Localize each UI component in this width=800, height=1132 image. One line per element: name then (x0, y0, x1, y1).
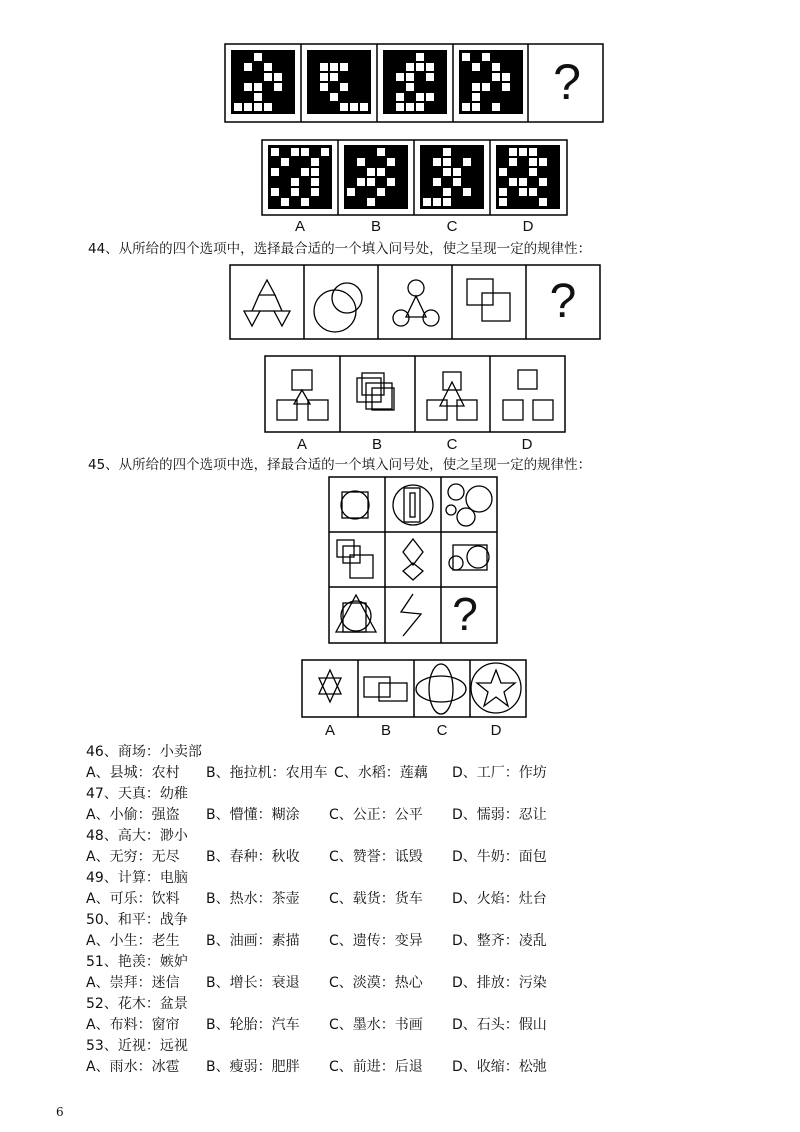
question-53-option-c[interactable]: C、前进：后退 (329, 1059, 423, 1075)
q44-option-label-a: A (296, 436, 307, 453)
question-52-option-d[interactable]: D、石头：假山 (452, 1017, 547, 1033)
question-50-option-a[interactable]: A、小生：老生 (86, 933, 180, 949)
q45-cell-2-2 (403, 539, 423, 580)
q43-option-label-a: A (294, 218, 305, 235)
question-53-options (86, 1057, 646, 1077)
page-number: 6 (56, 1105, 64, 1119)
q45-cell-2-1 (337, 540, 373, 578)
question-48-option-b[interactable]: B、春种：秋收 (206, 849, 300, 865)
q45-cell-1-3 (446, 484, 492, 526)
question-50-option-d[interactable]: D、整齐：凌乱 (452, 933, 547, 949)
q45-cell-3-1 (336, 595, 376, 632)
question-48-option-a[interactable]: A、无穷：无尽 (86, 849, 180, 865)
q45-option-label-c: C (436, 722, 448, 739)
q43-option-label-b: B (370, 218, 381, 235)
q45-cell-1-1 (341, 491, 369, 519)
q45-option-c-figure (416, 664, 466, 714)
q45-option-label-a: A (324, 722, 335, 739)
question-47-option-d[interactable]: D、懦弱：忍让 (452, 807, 547, 823)
q43-option-d-figure (496, 145, 560, 209)
question-46-option-a[interactable]: A、县城：农村 (86, 765, 180, 781)
question-46-stem: 46、商场：小卖部 (86, 744, 202, 760)
question-47-options (86, 805, 646, 825)
q45-option-b-figure (364, 677, 407, 701)
q45-cell-2-3 (449, 545, 489, 570)
q43-option-b-figure (344, 145, 408, 209)
question-48-stem: 48、高大：渺小 (86, 828, 188, 844)
question-48-option-d[interactable]: D、牛奶：面包 (452, 849, 547, 865)
question-49-option-c[interactable]: C、载货：货车 (329, 891, 423, 907)
question-46-option-d[interactable]: D、工厂：作坊 (452, 765, 547, 781)
question-47-stem: 47、天真：幼稚 (86, 786, 188, 802)
q44-option-label-b: B (371, 436, 382, 453)
question-49-stem: 49、计算：电脑 (86, 870, 188, 886)
question-53-option-a[interactable]: A、雨水：冰雹 (86, 1059, 180, 1075)
q43-options-frame (262, 140, 567, 215)
question-53-stem: 53、近视：远视 (86, 1038, 188, 1054)
question-50-option-c[interactable]: C、遗传：变异 (329, 933, 423, 949)
question-49-options (86, 889, 646, 909)
q44-option-label-d: D (521, 436, 533, 453)
q45-option-d-figure (471, 663, 521, 713)
q43-figure-2 (307, 50, 371, 114)
q43-figure-3 (383, 50, 447, 114)
question-53-option-b[interactable]: B、瘦弱：肥胖 (206, 1059, 300, 1075)
question-48-option-c[interactable]: C、赞誉：诋毁 (329, 849, 423, 865)
question-50-option-b[interactable]: B、油画：素描 (206, 933, 300, 949)
q43-option-label-c: C (446, 218, 458, 235)
q44-question-mark: ? (549, 275, 577, 328)
q45-cell-3-2 (401, 594, 421, 636)
question-46-options (86, 763, 646, 783)
q43-option-label-d: D (522, 218, 534, 235)
question-50-options (86, 931, 646, 951)
question-51-option-a[interactable]: A、崇拜：迷信 (86, 975, 180, 991)
question-51-stem: 51、艳羡：嫉妒 (86, 954, 188, 970)
question-51-options (86, 973, 646, 993)
q44-option-d-figure (503, 370, 553, 420)
q44-figure-4 (467, 279, 510, 321)
q44-option-a-figure (277, 370, 328, 420)
question-51-option-b[interactable]: B、增长：衰退 (206, 975, 300, 991)
question-48-options (86, 847, 646, 867)
question-49-option-a[interactable]: A、可乐：饮料 (86, 891, 180, 907)
q45-question-mark: ? (452, 588, 478, 640)
question-52-option-c[interactable]: C、墨水：书画 (329, 1017, 423, 1033)
q45-option-a-figure (319, 670, 341, 702)
question-47-option-c[interactable]: C、公正：公平 (329, 807, 423, 823)
q45-title: 45、从所给的四个选项中选，择最合适的一个填入问号处，使之呈现一定的规律性： (88, 457, 592, 473)
q45-option-label-b: B (380, 722, 391, 739)
question-47-option-b[interactable]: B、懵懂：糊涂 (206, 807, 300, 823)
question-52-stem: 52、花木：盆景 (86, 996, 188, 1012)
q43-option-a-figure (268, 145, 332, 209)
question-53-option-d[interactable]: D、收缩：松弛 (452, 1059, 547, 1075)
q44-option-b-figure (357, 373, 394, 410)
question-52-option-a[interactable]: A、布料：窗帘 (86, 1017, 180, 1033)
q43-strip-frame (225, 44, 603, 122)
question-49-option-b[interactable]: B、热水：茶壶 (206, 891, 300, 907)
question-51-option-d[interactable]: D、排放：污染 (452, 975, 547, 991)
q43-option-c-figure (420, 145, 484, 209)
q44-title: 44、从所给的四个选项中，选择最合适的一个填入问号处，使之呈现一定的规律性： (88, 241, 592, 257)
question-52-option-b[interactable]: B、轮胎：汽车 (206, 1017, 300, 1033)
q45-option-label-d: D (490, 722, 502, 739)
question-49-option-d[interactable]: D、火焰：灶台 (452, 891, 547, 907)
q43-figure-4 (459, 50, 523, 114)
q44-option-c-figure (427, 372, 477, 420)
question-52-options (86, 1015, 646, 1035)
question-51-option-c[interactable]: C、淡漠：热心 (329, 975, 423, 991)
q43-question-mark: ? (553, 54, 581, 110)
q43-figure-1 (231, 50, 295, 114)
q44-option-label-c: C (446, 436, 458, 453)
question-50-stem: 50、和平：战争 (86, 912, 188, 928)
question-47-option-a[interactable]: A、小偷：强盗 (86, 807, 180, 823)
q44-figure-2 (314, 283, 362, 332)
q45-cell-1-2 (393, 485, 433, 525)
q44-figure-1 (244, 280, 290, 326)
q44-figure-3 (393, 280, 439, 326)
question-46-option-b[interactable]: B、拖拉机：农用车 (206, 765, 328, 781)
question-46-option-c[interactable]: C、水稻：莲藕 (334, 765, 428, 781)
